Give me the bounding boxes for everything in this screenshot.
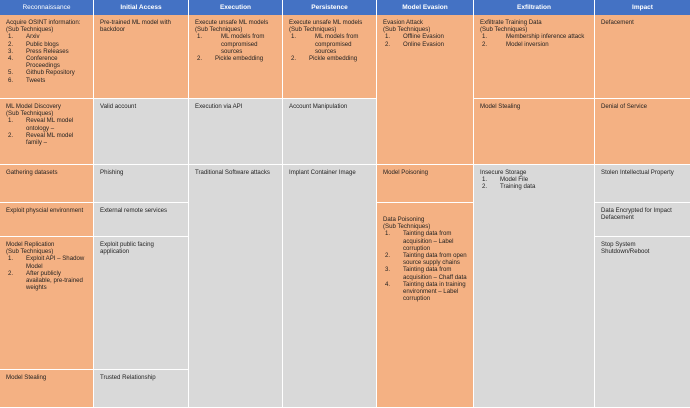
execution-unsafe-models-list [195,33,276,62]
recon-gathering-datasets-text: Gathering datasets [6,169,58,176]
list-item: 5. Github Repository [8,69,75,77]
initial-backdoor-cell [94,15,189,99]
evasion-data-poisoning-list [383,230,467,302]
initial-backdoor-text: Pre-trained ML model with backdoor [100,19,171,34]
list-item: 1. Reveal ML model ontology – [8,117,74,132]
list-item: 2. Pickle embedding [291,55,358,63]
initial-phishing-cell [94,165,189,203]
initial-phishing-text: Phishing [100,169,124,176]
sub-techniques-label: (Sub Techniques) [6,110,54,118]
evasion-attack-title: Evasion Attack [383,19,423,26]
impact-encrypted-cell [595,203,690,237]
persistence-unsafe-models-cell [283,15,377,99]
recon-physical-env-cell [0,203,94,237]
header-persistence: Persistence [283,0,377,15]
list-item: 2. Training data [482,183,536,191]
header-model-evasion: Model Evasion [377,0,474,15]
list-item: 2. Reveal ML model family – [8,131,74,147]
sub-techniques-label: (Sub Techniques) [195,26,243,34]
initial-remote-services-cell [94,203,189,237]
exfil-model-stealing-cell [474,99,595,165]
evasion-attack-list [383,33,467,47]
list-item: 1. Membership inference attack [482,33,585,41]
header-reconnaissance: Reconnaissance [0,0,94,15]
list-item: 2. Public blogs [8,40,59,48]
impact-defacement-text: Defacement [601,19,634,26]
list-item: 4. Conference Proceedings [8,55,60,70]
initial-valid-account-cell [94,99,189,165]
list-item: 1. ML models from compromised sources [291,33,359,55]
initial-public-app-text: Exploit public facing application [100,241,154,256]
exfil-training-data-cell [474,15,595,99]
persistence-unsafe-models-title: Execute unsafe ML models [289,19,363,26]
impact-stop-system-text: Stop System Shutdown/Reboot [601,241,650,256]
execution-api-text: Execution via API [195,103,243,110]
evasion-model-poisoning-text: Model Poisoning [383,169,429,176]
persistence-container-cell [283,165,377,408]
recon-model-replication-list [6,255,87,291]
header-execution: Execution [189,0,283,15]
header-exfiltration: Exfiltration [474,0,595,15]
list-item: 1. Offline Evasion [385,33,444,41]
sub-techniques-label: (Sub Techniques) [6,26,54,34]
list-item: 2. Model inversion [482,40,549,48]
recon-model-discovery-cell [0,99,94,165]
header-initial-access: Initial Access [94,0,189,15]
exfil-insecure-storage-list [480,176,588,190]
sub-techniques-label: (Sub Techniques) [289,26,337,34]
header-impact: Impact [595,0,690,15]
impact-stolen-ip-cell [595,165,690,203]
sub-techniques-label: (Sub Techniques) [383,223,431,231]
impact-dos-cell [595,99,690,165]
recon-model-discovery-title: ML Model Discovery [6,103,61,110]
evasion-attack-cell [377,15,474,165]
list-item: 2. Pickle embedding [197,55,264,63]
impact-defacement-cell [595,15,690,99]
sub-techniques-label: (Sub Techniques) [383,26,431,34]
execution-traditional-text: Traditional Software attacks [195,169,270,176]
list-item: 2. Tainting data from open source supply chains [385,252,467,267]
list-item: 3. Press Releases [8,47,69,55]
evasion-data-poisoning-cell [377,203,474,408]
recon-gathering-datasets-cell [0,165,94,203]
recon-osint-cell [0,15,94,99]
list-item: 1. Arxiv [8,33,40,41]
list-item: 6. Tweets [8,76,46,84]
initial-public-app-cell [94,237,189,370]
exfil-model-stealing-text: Model Stealing [480,103,521,110]
recon-osint-list [6,33,87,83]
exfil-training-data-list [480,33,588,47]
list-item: 1. Model File [482,176,529,184]
recon-model-stealing-text: Model Stealing [6,374,47,381]
recon-model-replication-cell [0,237,94,370]
evasion-data-poisoning-title: Data Poisoning [383,216,425,223]
list-item: 3. Tainting data from acquisition – Chaff data [385,266,467,281]
list-item: 4. Tainting data in training environment – Label corruption [385,280,466,303]
execution-unsafe-models-cell [189,15,283,99]
recon-model-replication-title: Model Replication [6,241,55,248]
initial-valid-account-text: Valid account [100,103,137,110]
initial-trusted-rel-cell [94,370,189,408]
recon-model-stealing-cell [0,370,94,408]
persistence-account-cell [283,99,377,165]
impact-encrypted-text: Data Encrypted for Impact Defacement [601,207,672,222]
persistence-account-text: Account Manipulation [289,103,348,110]
initial-trusted-rel-text: Trusted Relationship [100,374,156,381]
sub-techniques-label: (Sub Techniques) [6,248,54,256]
evasion-model-poisoning-cell [377,165,474,203]
sub-techniques-label: (Sub Techniques) [480,26,528,34]
execution-api-cell [189,99,283,165]
persistence-container-text: Implant Container Image [289,169,356,176]
execution-traditional-cell [189,165,283,408]
list-item: 2. After publicly available, pre-trained weights [8,269,83,292]
exfil-training-data-title: Exfiltrate Training Data [480,19,542,26]
list-item: 1. Exploit API – Shadow Model [8,255,85,270]
impact-stolen-ip-text: Stolen Intellectual Property [601,169,674,176]
list-item: 2. Online Evasion [385,40,444,48]
recon-osint-title: Acquire OSINT information: [6,19,81,26]
list-item: 1. ML models from compromised sources [197,33,265,55]
recon-model-discovery-list [6,117,87,146]
exfil-insecure-storage-title: Insecure Storage [480,169,527,176]
persistence-unsafe-models-list [289,33,370,62]
initial-remote-services-text: External remote services [100,207,168,214]
list-item: 1. Tainting data from acquisition – Label corruption [385,230,454,252]
exfil-insecure-storage-cell [474,165,595,408]
execution-unsafe-models-title: Execute unsafe ML models [195,19,269,26]
recon-physical-env-text: Exploit physcial environment [6,207,84,214]
impact-stop-system-cell [595,237,690,408]
impact-dos-text: Denial of Service [601,103,648,110]
